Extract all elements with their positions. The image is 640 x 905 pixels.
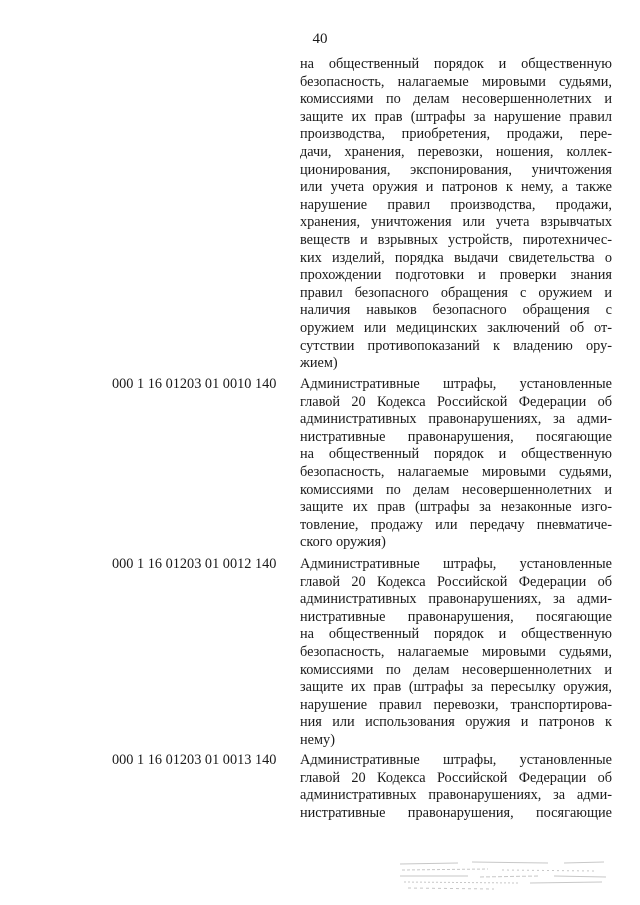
- text-line: главой 20 Кодекса Российской Федерации об: [300, 573, 612, 590]
- text-line: защите их прав (штрафы за незаконные изго-: [300, 499, 612, 516]
- text-line: товление, продажу или передачу пневматиче-: [300, 516, 612, 533]
- text-line: комиссиями по делам несовершеннолетних и: [300, 481, 612, 498]
- text-line: на общественный порядок и общественную: [300, 56, 612, 72]
- text-line: безопасность, налагаемые мировыми судьями,: [300, 73, 612, 90]
- budget-code: 000 1 16 01203 01 0013 140: [112, 752, 277, 768]
- row-description: [300, 752, 612, 822]
- text-line: ского оружия): [300, 534, 386, 551]
- text-line: безопасность, налагаемые мировыми судьями,: [300, 463, 612, 480]
- text-line: производства, приобретения, продажи, пере-: [300, 126, 612, 143]
- text-line: нистративные правонарушения, посягающие: [300, 428, 612, 445]
- budget-code: 000 1 16 01203 01 0010 140: [112, 376, 277, 392]
- page-number: 40: [312, 31, 328, 47]
- text-line: Административные штрафы, установленные: [300, 376, 612, 392]
- text-line: нистративные правонарушения, посягающие: [300, 804, 612, 821]
- text-line: нистративные правонарушения, посягающие: [300, 608, 612, 625]
- text-line: административных правонарушениях, за адми-: [300, 591, 612, 608]
- text-line: хранения, уничтожения или учета взрывчатых: [300, 214, 612, 231]
- text-line: наличия навыков безопасного обращения с: [300, 302, 612, 319]
- text-line: веществ и взрывных устройств, пиротехничес-: [300, 231, 612, 248]
- text-line: нарушение правил производства, продажи,: [300, 196, 612, 213]
- text-line: защите их прав (штрафы за пересылку оружия,: [300, 679, 612, 696]
- row-description: [300, 376, 612, 552]
- row-description: [300, 556, 612, 750]
- text-line: административных правонарушениях, за адми-: [300, 787, 612, 804]
- text-line: или учета оружия и патронов к нему, а также: [300, 179, 612, 196]
- text-line: нему): [300, 731, 335, 748]
- text-line: прохождении подготовки и проверки знания: [300, 267, 612, 284]
- text-line: комиссиями по делам несовершеннолетних и: [300, 661, 612, 678]
- text-line: правил безопасного обращения с оружием и: [300, 284, 612, 301]
- text-line: ких изделий, порядка выдачи свидетельства о: [300, 249, 612, 266]
- text-line: дачи, хранения, перевозки, ношения, коллек-: [300, 143, 612, 160]
- text-line: ния или использования оружия и патронов к: [300, 714, 612, 731]
- text-line: нарушение правил перевозки, транспортирова-: [300, 696, 612, 713]
- text-line: оружием или медицинских заключений об от-: [300, 319, 612, 336]
- text-line: главой 20 Кодекса Российской Федерации об: [300, 769, 612, 786]
- text-line: на общественный порядок и общественную: [300, 626, 612, 643]
- text-line: ционирования, экспонирования, уничтожения: [300, 161, 612, 178]
- text-line: Административные штрафы, установленные: [300, 556, 612, 572]
- text-line: комиссиями по делам несовершеннолетних и: [300, 91, 612, 108]
- text-line: защите их прав (штрафы за нарушение правил: [300, 108, 612, 125]
- text-line: Административные штрафы, установленные: [300, 752, 612, 768]
- faint-stamp-mark: [398, 858, 608, 894]
- text-line: на общественный порядок и общественную: [300, 446, 612, 463]
- text-line: главой 20 Кодекса Российской Федерации об: [300, 393, 612, 410]
- continuation-description: [300, 56, 612, 373]
- text-line: безопасность, налагаемые мировыми судьями,: [300, 643, 612, 660]
- budget-code: 000 1 16 01203 01 0012 140: [112, 556, 277, 572]
- text-line: административных правонарушениях, за адми-: [300, 411, 612, 428]
- text-line: жием): [300, 355, 338, 372]
- text-line: сутствии противопоказаний к владению ору-: [300, 337, 612, 354]
